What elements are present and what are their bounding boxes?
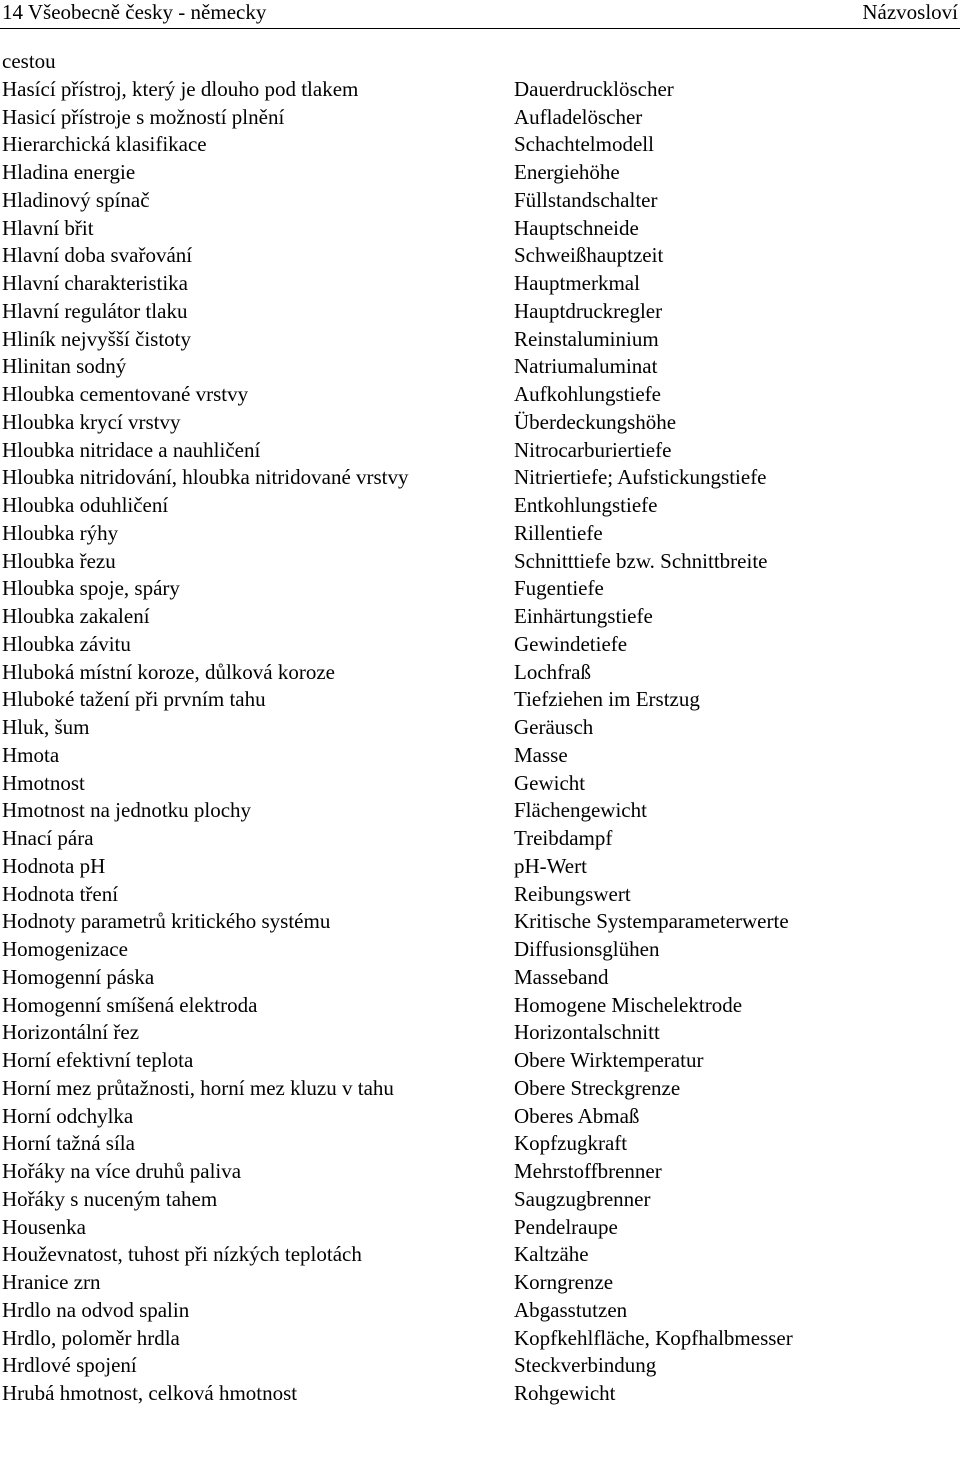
german-term: Treibdampf <box>514 826 613 850</box>
german-term: Kopfzugkraft <box>514 1131 628 1156</box>
german-term: Schnitttiefe bzw. Schnittbreite <box>514 548 768 573</box>
glossary-entry <box>0 159 960 187</box>
glossary-entry <box>0 1130 960 1158</box>
german-term: Saugzugbrenner <box>514 1186 651 1211</box>
czech-term: Hranice zrn <box>2 1270 101 1294</box>
glossary-entry <box>0 187 960 215</box>
glossary-entry <box>0 1075 960 1103</box>
glossary-entry <box>0 270 960 298</box>
german-term: Hauptmerkmal <box>514 271 640 295</box>
glossary-entry <box>0 575 960 603</box>
german-term: Einhärtungstiefe <box>514 604 653 628</box>
czech-term: Hodnota pH <box>2 853 106 878</box>
glossary-entry <box>0 1297 960 1325</box>
glossary-entry <box>0 464 960 492</box>
czech-term: Hlinitan sodný <box>2 354 127 379</box>
czech-term: Hloubka nitridace a nauhličení <box>2 437 261 462</box>
german-term: Natriumaluminat <box>514 354 658 379</box>
glossary-entry <box>0 964 960 992</box>
czech-term: Hloubka rýhy <box>2 520 119 545</box>
czech-term: Hloubka zakalení <box>2 604 150 628</box>
czech-term: Hloubka krycí vrstvy <box>2 409 181 434</box>
glossary-entry <box>0 1352 960 1380</box>
glossary-entry <box>0 1241 960 1269</box>
glossary-list <box>0 76 960 1408</box>
czech-term: Hlavní doba svařování <box>2 243 193 268</box>
glossary-entry <box>0 326 960 354</box>
czech-term: Hasicí přístroje s možností plnění <box>2 104 285 129</box>
czech-term: Hnací pára <box>2 826 94 850</box>
czech-term: Hloubka cementované vrstvy <box>2 382 249 406</box>
czech-term: Hrdlové spojení <box>2 1353 137 1378</box>
czech-term: Hloubka spoje, spáry <box>2 576 180 601</box>
german-term: Fugentiefe <box>514 576 604 601</box>
czech-term: Hloubka řezu <box>2 548 116 573</box>
czech-term: Hlavní břit <box>2 215 94 240</box>
german-term: Oberes Abmaß <box>514 1103 640 1128</box>
page-header <box>0 0 960 30</box>
glossary-entry <box>0 1158 960 1186</box>
continued-term-fragment: cestou <box>2 49 56 73</box>
glossary-entry <box>0 714 960 742</box>
czech-term: Hladina energie <box>2 160 136 184</box>
german-term: Mehrstoffbrenner <box>514 1159 662 1183</box>
czech-term: Hodnoty parametrů kritického systému <box>2 909 331 934</box>
german-term: Tiefziehen im Erstzug <box>514 687 700 712</box>
czech-term: Horní tažná síla <box>2 1131 135 1156</box>
german-term: Nitrocarburiertiefe <box>514 437 672 462</box>
glossary-entry <box>0 825 960 853</box>
german-term: Diffusionsglühen <box>514 937 660 961</box>
german-term: Rohgewicht <box>514 1381 616 1405</box>
german-term: Kaltzähe <box>514 1242 589 1267</box>
german-term: Steckverbindung <box>514 1353 657 1378</box>
german-term: Aufkohlungstiefe <box>514 382 661 406</box>
german-term: Kritische Systemparameterwerte <box>514 909 789 934</box>
czech-term: Hrubá hmotnost, celková hmotnost <box>2 1381 298 1405</box>
czech-term: Hořáky s nuceným tahem <box>2 1186 218 1211</box>
glossary-entry <box>0 686 960 714</box>
czech-term: Hmota <box>2 742 60 767</box>
czech-term: Hrdlo na odvod spalin <box>2 1297 190 1322</box>
german-term: Obere Wirktemperatur <box>514 1048 704 1072</box>
german-term: Lochfraß <box>514 659 591 684</box>
german-term: Überdeckungshöhe <box>514 409 677 434</box>
german-term: Flächengewicht <box>514 798 647 823</box>
glossary-entry <box>0 603 960 631</box>
czech-term: Hmotnost <box>2 770 85 795</box>
page-number-and-section: 14 Všeobecně česky - německy <box>2 0 267 24</box>
czech-term: Hodnota tření <box>2 881 119 906</box>
glossary-entry <box>0 353 960 381</box>
german-term: Pendelraupe <box>514 1214 618 1239</box>
glossary-entry <box>0 131 960 159</box>
glossary-entry <box>0 853 960 881</box>
czech-term: Hořáky na více druhů paliva <box>2 1159 242 1183</box>
german-term: Hauptdruckregler <box>514 298 663 323</box>
header-divider <box>0 28 960 29</box>
czech-term: Hasící přístroj, který je dlouho pod tlakem <box>2 76 359 101</box>
glossary-entry <box>0 215 960 243</box>
czech-term: Hluboké tažení při prvním tahu <box>2 687 266 712</box>
czech-term: Horizontální řez <box>2 1020 140 1045</box>
czech-term: Hluk, šum <box>2 715 90 739</box>
glossary-entry <box>0 381 960 409</box>
czech-term: Horní odchylka <box>2 1103 134 1128</box>
glossary-entry <box>0 992 960 1020</box>
czech-term: Hloubka nitridování, hloubka nitridované vrstvy <box>2 465 409 490</box>
czech-term: Hloubka oduhličení <box>2 493 169 517</box>
glossary-entry <box>0 520 960 548</box>
german-term: pH-Wert <box>514 853 587 878</box>
glossary-entry <box>0 881 960 909</box>
glossary-entry <box>0 1325 960 1353</box>
german-term: Reinstaluminium <box>514 326 659 351</box>
german-term: Reibungswert <box>514 881 631 906</box>
czech-term: Hliník nejvyšší čistoty <box>2 326 191 351</box>
czech-term: Hladinový spínač <box>2 187 150 212</box>
glossary-entry <box>0 1019 960 1047</box>
glossary-entry <box>0 908 960 936</box>
german-term: Obere Streckgrenze <box>514 1075 681 1100</box>
german-term: Dauerdrucklöscher <box>514 76 674 101</box>
czech-term: Horní efektivní teplota <box>2 1048 194 1072</box>
czech-term: Homogenizace <box>2 937 128 961</box>
german-term: Korngrenze <box>514 1270 614 1294</box>
czech-term: Houževnatost, tuhost při nízkých teplotách <box>2 1242 362 1267</box>
german-term: Abgasstutzen <box>514 1297 628 1322</box>
glossary-entry <box>0 1214 960 1242</box>
czech-term: Hlavní regulátor tlaku <box>2 298 188 323</box>
czech-term: Housenka <box>2 1214 86 1239</box>
german-term: Rillentiefe <box>514 520 603 545</box>
german-term: Homogene Mischelektrode <box>514 992 743 1017</box>
glossary-entry <box>0 1269 960 1297</box>
glossary-entry <box>0 1103 960 1131</box>
czech-term: Homogenní páska <box>2 964 155 989</box>
glossary-entry <box>0 492 960 520</box>
glossary-entry <box>0 797 960 825</box>
czech-term: Hrdlo, poloměr hrdla <box>2 1325 180 1350</box>
glossary-entry <box>0 631 960 659</box>
chapter-title: Názvosloví <box>862 0 958 24</box>
german-term: Masseband <box>514 964 609 989</box>
german-term: Schweißhauptzeit <box>514 243 664 268</box>
glossary-entry <box>0 1380 960 1408</box>
glossary-entry <box>0 742 960 770</box>
german-term: Masse <box>514 742 568 767</box>
german-term: Entkohlungstiefe <box>514 493 658 517</box>
german-term: Gewicht <box>514 770 586 795</box>
czech-term: Homogenní smíšená elektroda <box>2 992 258 1017</box>
german-term: Füllstandschalter <box>514 187 658 212</box>
czech-term: Hloubka závitu <box>2 631 131 656</box>
german-term: Energiehöhe <box>514 160 620 184</box>
czech-term: Hluboká místní koroze, důlková koroze <box>2 659 336 684</box>
glossary-entry <box>0 659 960 687</box>
czech-term: Hlavní charakteristika <box>2 271 189 295</box>
glossary-entry <box>0 437 960 465</box>
german-term: Kopfkehlfläche, Kopfhalbmesser <box>514 1325 793 1350</box>
czech-term: Hierarchická klasifikace <box>2 132 207 157</box>
german-term: Schachtelmodell <box>514 132 654 157</box>
german-term: Hauptschneide <box>514 215 639 240</box>
glossary-entry <box>0 242 960 270</box>
glossary-entry <box>0 1186 960 1214</box>
glossary-entry <box>0 409 960 437</box>
glossary-entry <box>0 298 960 326</box>
glossary-entry <box>0 104 960 132</box>
german-term: Aufladelöscher <box>514 104 643 129</box>
glossary-entry <box>0 548 960 576</box>
glossary-entry <box>0 770 960 798</box>
czech-term: Horní mez průtažnosti, horní mez kluzu v tahu <box>2 1075 394 1100</box>
german-term: Gewindetiefe <box>514 631 628 656</box>
glossary-entry <box>0 1047 960 1075</box>
glossary-entry <box>0 936 960 964</box>
czech-term: Hmotnost na jednotku plochy <box>2 798 252 823</box>
glossary-entry <box>0 76 960 104</box>
german-term: Horizontalschnitt <box>514 1020 660 1045</box>
german-term: Geräusch <box>514 715 594 739</box>
german-term: Nitriertiefe; Aufstickungstiefe <box>514 465 767 490</box>
